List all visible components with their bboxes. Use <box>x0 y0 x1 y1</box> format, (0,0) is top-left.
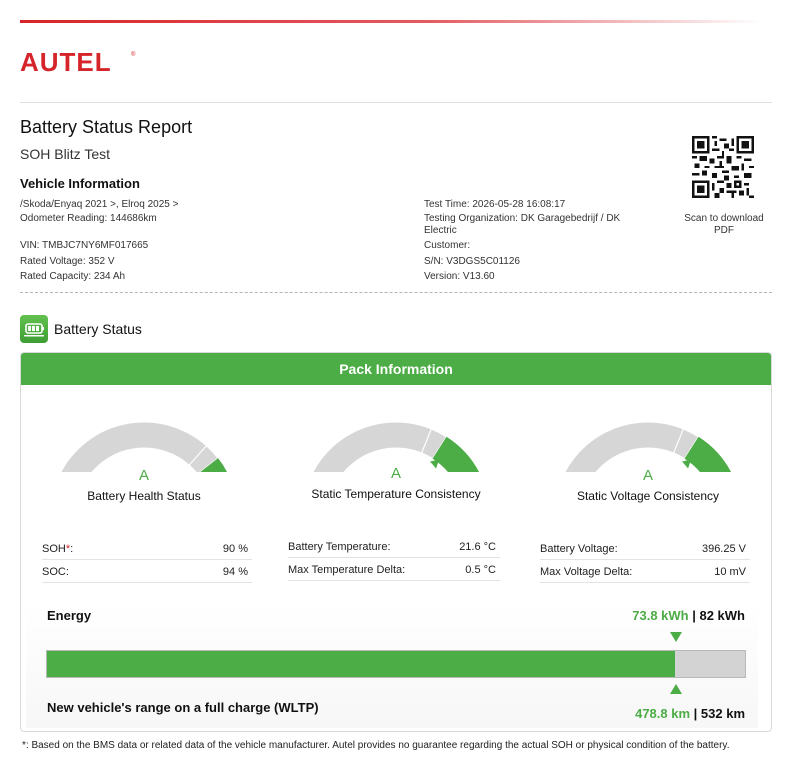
logo-text: AUTEL <box>20 47 112 75</box>
energy-value: 73.8 kWh | 82 kWh <box>632 608 745 623</box>
odometer-reading: Odometer Reading: 144686km <box>20 213 157 224</box>
soc-value: 94 % <box>222 566 248 578</box>
temperature-consistency-label: Static Temperature Consistency <box>311 487 481 501</box>
soh-footnote-mark: * <box>65 543 71 555</box>
soh-row: SOH*: 90 % <box>42 538 252 560</box>
voltage-consistency-gauge <box>542 404 754 472</box>
battery-temperature-key: Battery Temperature: <box>288 541 391 553</box>
range-title: New vehicle's range on a full charge (WLTP) <box>47 700 319 715</box>
software-version: Version: V13.60 <box>424 271 495 282</box>
rated-voltage: Rated Voltage: 352 V <box>20 256 115 267</box>
testing-organization: Testing Organization: DK Garagebedrijf / DK <box>424 213 621 224</box>
page-title: Battery Status Report <box>20 117 193 137</box>
qr-code[interactable] <box>692 136 754 198</box>
svg-text:®: ® <box>131 52 136 58</box>
battery-temperature-value: 21.6 °C <box>459 541 496 553</box>
battery-health-label: Battery Health Status <box>87 489 201 503</box>
qr-caption: Scan to download PDF <box>684 213 764 236</box>
footnote: *: Based on the BMS data or related data of the vehicle manufacturer. Autel provides no guarantee regarding the actual SOH or physical condition of the battery. <box>22 740 730 751</box>
energy-bar-fill <box>47 651 675 677</box>
max-temperature-delta-row <box>288 559 500 581</box>
energy-current: 73.8 kWh <box>632 608 689 623</box>
gauge-pointer-icon <box>430 460 439 469</box>
testing-organization-cont: Electric <box>424 225 457 236</box>
customer: Customer: <box>424 240 471 251</box>
max-voltage-delta-row <box>540 561 750 583</box>
energy-marker-icon <box>670 632 682 642</box>
max-temperature-delta-key: Max Temperature Delta: <box>288 564 406 576</box>
range-current: 478.8 km <box>635 706 691 721</box>
page-subtitle: SOH Blitz Test <box>20 146 110 162</box>
voltage-consistency-label: Static Voltage Consistency <box>576 489 720 503</box>
section-divider <box>20 292 772 293</box>
soc-key: SOC: <box>42 566 69 578</box>
energy-title: Energy <box>47 608 92 623</box>
pack-information-header: Pack Information <box>21 353 771 385</box>
battery-icon <box>20 315 48 343</box>
energy-bar <box>46 650 746 678</box>
range-total: 532 km <box>700 706 745 721</box>
rated-capacity: Rated Capacity: 234 Ah <box>20 271 126 282</box>
battery-temperature-row <box>288 536 500 558</box>
autel-logo <box>20 47 140 75</box>
max-voltage-delta-value: 10 mV <box>714 566 746 578</box>
battery-health-grade: A <box>138 467 149 484</box>
energy-total: 82 kWh <box>699 608 745 623</box>
range-marker-icon <box>670 684 682 694</box>
range-value: 478.8 km | 532 km <box>635 706 745 721</box>
battery-status-heading: Battery Status <box>54 321 142 337</box>
battery-voltage-row <box>540 538 750 560</box>
soh-value: 90 % <box>222 543 248 555</box>
soh-key: SOH <box>42 543 66 555</box>
temperature-consistency-grade: A <box>390 465 401 482</box>
gauge-pointer-icon <box>682 460 691 469</box>
header-divider <box>20 102 772 103</box>
vehicle-info-heading: Vehicle Information <box>20 176 140 191</box>
vin: VIN: TMBJC7NY6MF017665 <box>20 240 149 251</box>
serial-number: S/N: V3DGS5C01126 <box>424 256 520 267</box>
header-accent-line <box>20 20 762 23</box>
vehicle-model: /Skoda/Enyaq 2021 >, Elroq 2025 > <box>20 199 179 210</box>
max-temperature-delta-value: 0.5 °C <box>465 564 496 576</box>
temperature-consistency-gauge <box>290 404 502 472</box>
battery-voltage-key: Battery Voltage: <box>540 543 618 555</box>
test-time: Test Time: 2026-05-28 16:08:17 <box>424 199 566 210</box>
battery-health-gauge <box>38 404 250 472</box>
soc-row <box>42 561 252 583</box>
voltage-consistency-grade: A <box>642 467 653 484</box>
battery-voltage-value: 396.25 V <box>701 543 746 555</box>
max-voltage-delta-key: Max Voltage Delta: <box>540 566 633 578</box>
